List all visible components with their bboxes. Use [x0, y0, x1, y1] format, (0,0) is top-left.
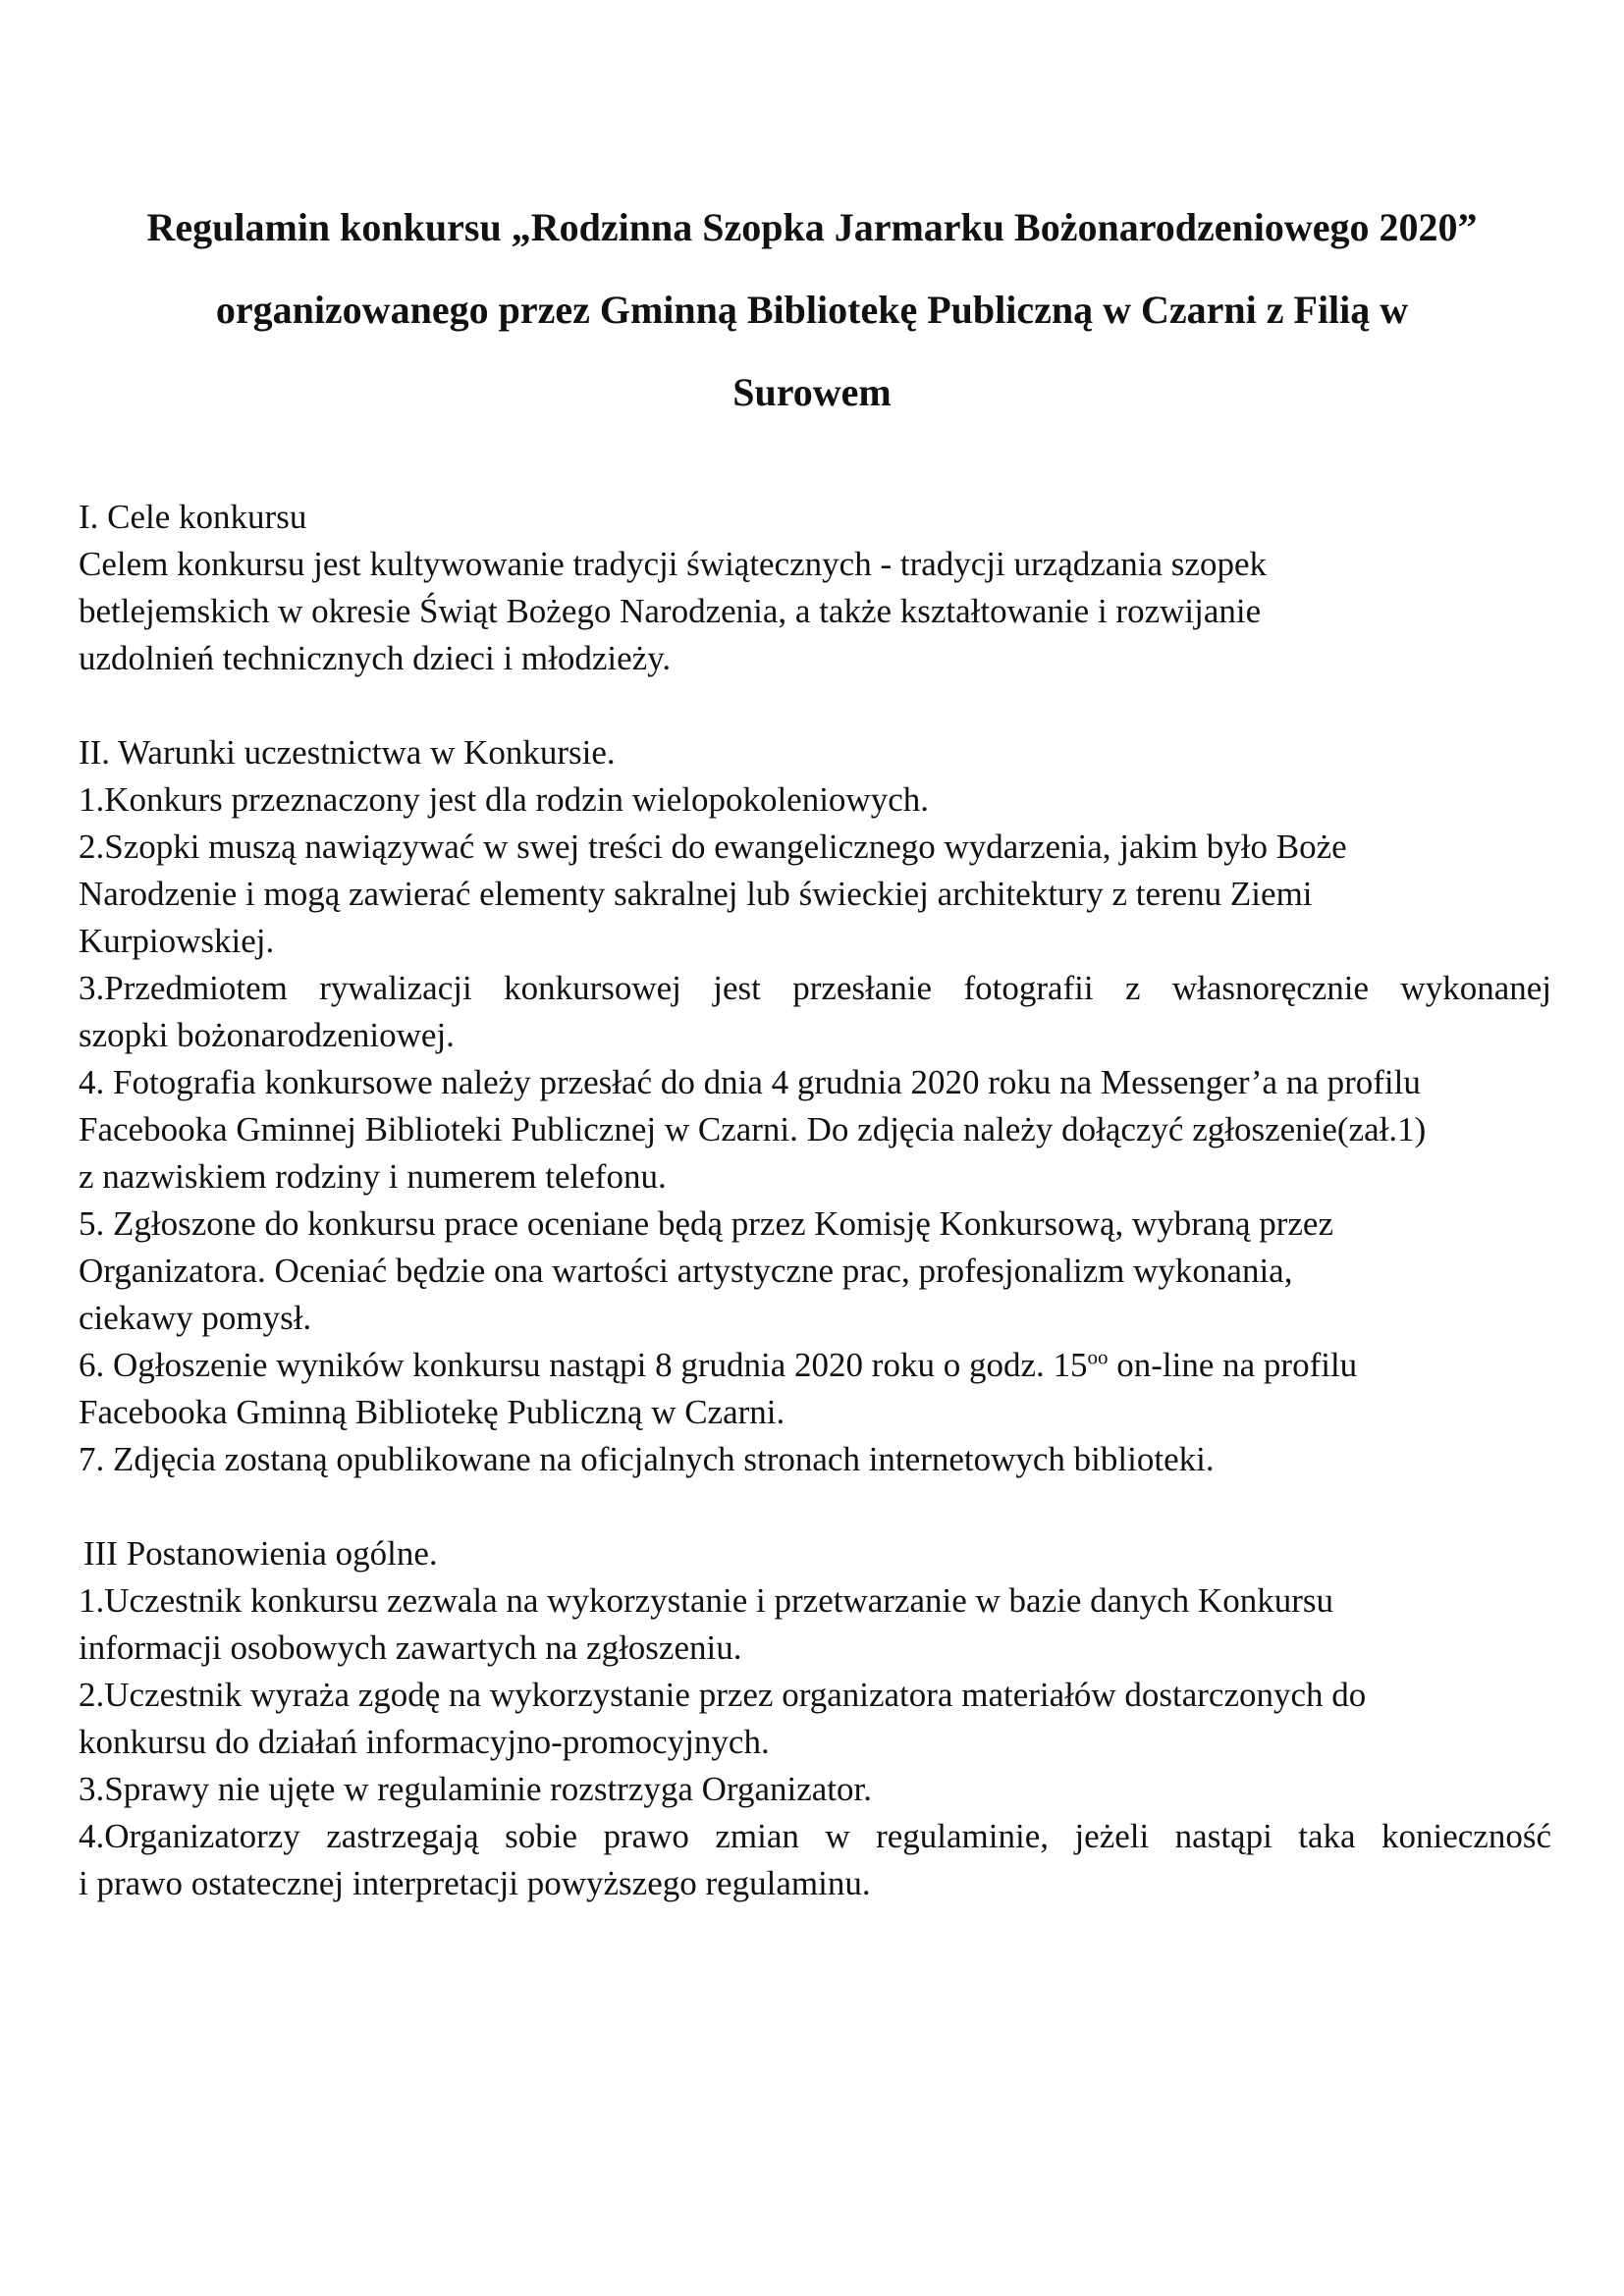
paragraph-line: 1.Uczestnik konkursu zezwala na wykorzystanie i przetwarzanie w bazie danych Konkursu	[79, 1581, 1333, 1620]
paragraph-line: Organizatora. Oceniać będzie ona wartości artystyczne prac, profesjonalizm wykonania,	[79, 1252, 1293, 1290]
paragraph-line: Celem konkursu jest kultywowanie tradycji świątecznych - tradycji urządzania szopek	[79, 545, 1267, 583]
document-title	[79, 187, 1545, 434]
paragraph-line: konkursu do działań informacyjno-promocyjnych.	[79, 1723, 770, 1761]
document-body	[79, 494, 1551, 1907]
paragraph-line: 4.Organizatorzy zastrzegają sobie prawo zmian w regulaminie, jeżeli nastąpi taka konieczność	[79, 1817, 1551, 1855]
paragraph-line: 4. Fotografia konkursowe należy przesłać do dnia 4 grudnia 2020 roku na Messenger’a na profilu	[79, 1063, 1421, 1101]
title-line: Regulamin konkursu „Rodzinna Szopka Jarmarku Bożonarodzeniowego 2020”	[146, 205, 1478, 249]
paragraph-line: 7. Zdjęcia zostaną opublikowane na oficjalnych stronach internetowych biblioteki.	[79, 1440, 1215, 1478]
paragraph-line: Kurpiowskiej.	[79, 922, 275, 960]
section-heading: II. Warunki uczestnictwa w Konkursie.	[79, 733, 616, 772]
section-participation	[79, 729, 1551, 1483]
paragraph-line: z nazwiskiem rodziny i numerem telefonu.	[79, 1157, 667, 1196]
time-minutes-superscript: oo	[1087, 1345, 1109, 1369]
paragraph-line: ciekawy pomysł.	[79, 1299, 312, 1337]
paragraph-line: 3.Sprawy nie ujęte w regulaminie rozstrzyga Organizator.	[79, 1770, 872, 1808]
paragraph-line: uzdolnień technicznych dzieci i młodzieży.	[79, 639, 672, 677]
title-line: organizowanego przez Gminną Bibliotekę Publiczną w Czarni z Filią w	[215, 288, 1409, 332]
paragraph-line: 3.Przedmiotem rywalizacji konkursowej jest przesłanie fotografii z własnoręcznie wykonanej	[79, 969, 1551, 1007]
title-line: Surowem	[732, 370, 892, 414]
paragraph-line: 2.Szopki muszą nawiązywać w swej treści do ewangelicznego wydarzenia, jakim było Boże	[79, 828, 1347, 866]
section-heading: III Postanowienia ogólne.	[83, 1534, 438, 1573]
section-general-provisions	[79, 1530, 1551, 1907]
paragraph-line: betlejemskich w okresie Świąt Bożego Narodzenia, a także kształtowanie i rozwijanie	[79, 592, 1262, 630]
paragraph-line: Narodzenie i mogą zawierać elementy sakralnej lub świeckiej architektury z terenu Ziemi	[79, 875, 1313, 913]
paragraph-line: Facebooka Gminnej Biblioteki Publicznej w Czarni. Do zdjęcia należy dołączyć zgłoszenie(zał.1)	[79, 1110, 1427, 1148]
paragraph-line: 5. Zgłoszone do konkursu prace oceniane będą przez Komisję Konkursową, wybraną przez	[79, 1204, 1333, 1243]
paragraph-line: 1.Konkurs przeznaczony jest dla rodzin wielopokoleniowych.	[79, 780, 929, 819]
paragraph-line: szopki bożonarodzeniowej.	[79, 1016, 455, 1054]
section-goals	[79, 494, 1551, 682]
section-heading: I. Cele konkursu	[79, 498, 307, 536]
announcement-text: 6. Ogłoszenie wyników konkursu nastąpi 8 grudnia 2020 roku o godz. 15	[79, 1346, 1088, 1384]
paragraph-line-announcement	[79, 1342, 1551, 1389]
announcement-text-end: on-line na profilu	[1108, 1346, 1358, 1384]
paragraph-line: informacji osobowych zawartych na zgłoszeniu.	[79, 1629, 742, 1667]
paragraph-line: 2.Uczestnik wyraża zgodę na wykorzystanie przez organizatora materiałów dostarczonych do	[79, 1676, 1367, 1714]
paragraph-line: i prawo ostatecznej interpretacji powyższego regulaminu.	[79, 1864, 871, 1902]
paragraph-line: Facebooka Gminną Bibliotekę Publiczną w Czarni.	[79, 1393, 785, 1431]
